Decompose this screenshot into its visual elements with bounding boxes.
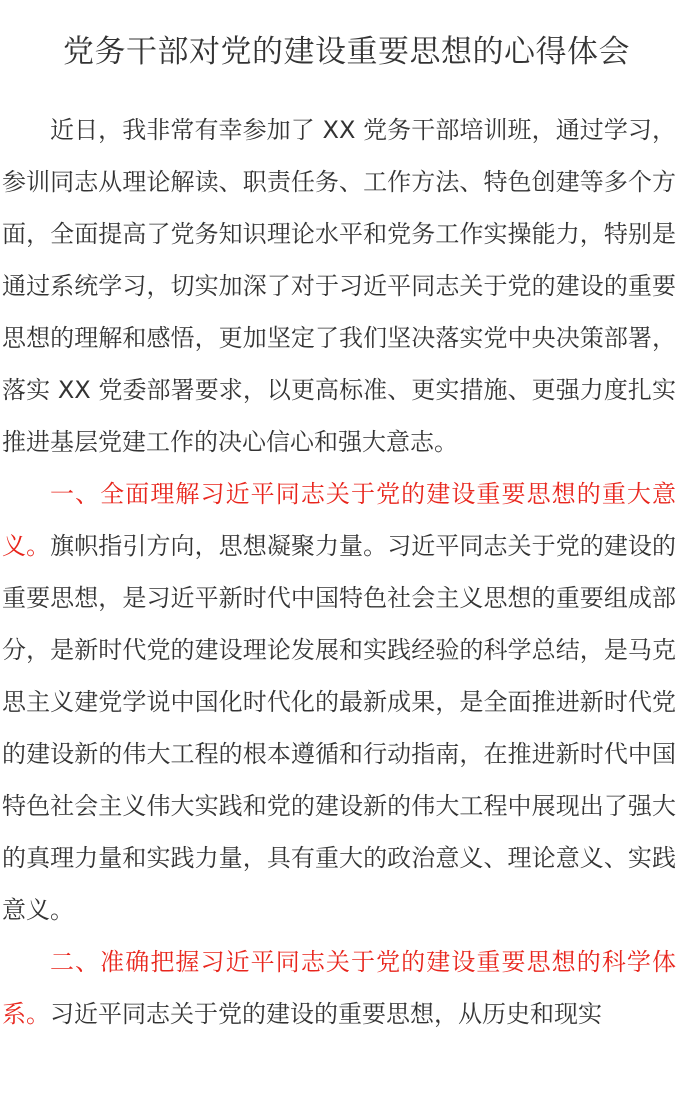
paragraph-section-1 xyxy=(2,468,676,936)
document-title: 党务干部对党的建设重要思想的心得体会 xyxy=(63,34,630,70)
section-heading: 一、全面理解习近平同志关于党的建设重要思想的重大意义。 xyxy=(2,480,676,560)
paragraph-text: 旗帜指引方向，思想凝聚力量。习近平同志关于党的建设的重要思想，是习近平新时代中国特色社会主义思想的重要组成部分，是新时代党的建设理论发展和实践经验的科学总结，是马克思主义建党学说中国化时代化的最新成果，是全面推进新时代党的建设新的伟大工程的根本遵循和行动指南，在推进新时代中国特色社会主义伟大实践和党的建设新的伟大工程中展现出了强大的真理力量和实践力量，具有重大的政治意义、理论意义、实践意义。 xyxy=(2,532,677,924)
document-body xyxy=(2,104,676,1040)
paragraph-section-2 xyxy=(2,936,676,1040)
section-heading: 二、准确把握习近平同志关于党的建设重要思想的科学体系。 xyxy=(2,948,676,1028)
paragraph-text: 近日，我非常有幸参加了 XX 党务干部培训班，通过学习，参训同志从理论解读、职责任务、工作方法、特色创建等多个方面，全面提高了党务知识理论水平和党务工作实操能力，特别是通过系统学习，切实加深了对于习近平同志关于党的建设的重要思想的理解和感悟，更加坚定了我们坚决落实党中央决策部署，落实 XX 党委部署要求，以更高标准、更实措施、更强力度扎实推进基层党建工作的决心信心和强大意志。 xyxy=(2,116,676,456)
paragraph-intro xyxy=(2,104,676,468)
paragraph-text: 习近平同志关于党的建设的重要思想，从历史和现实 xyxy=(50,1000,602,1028)
